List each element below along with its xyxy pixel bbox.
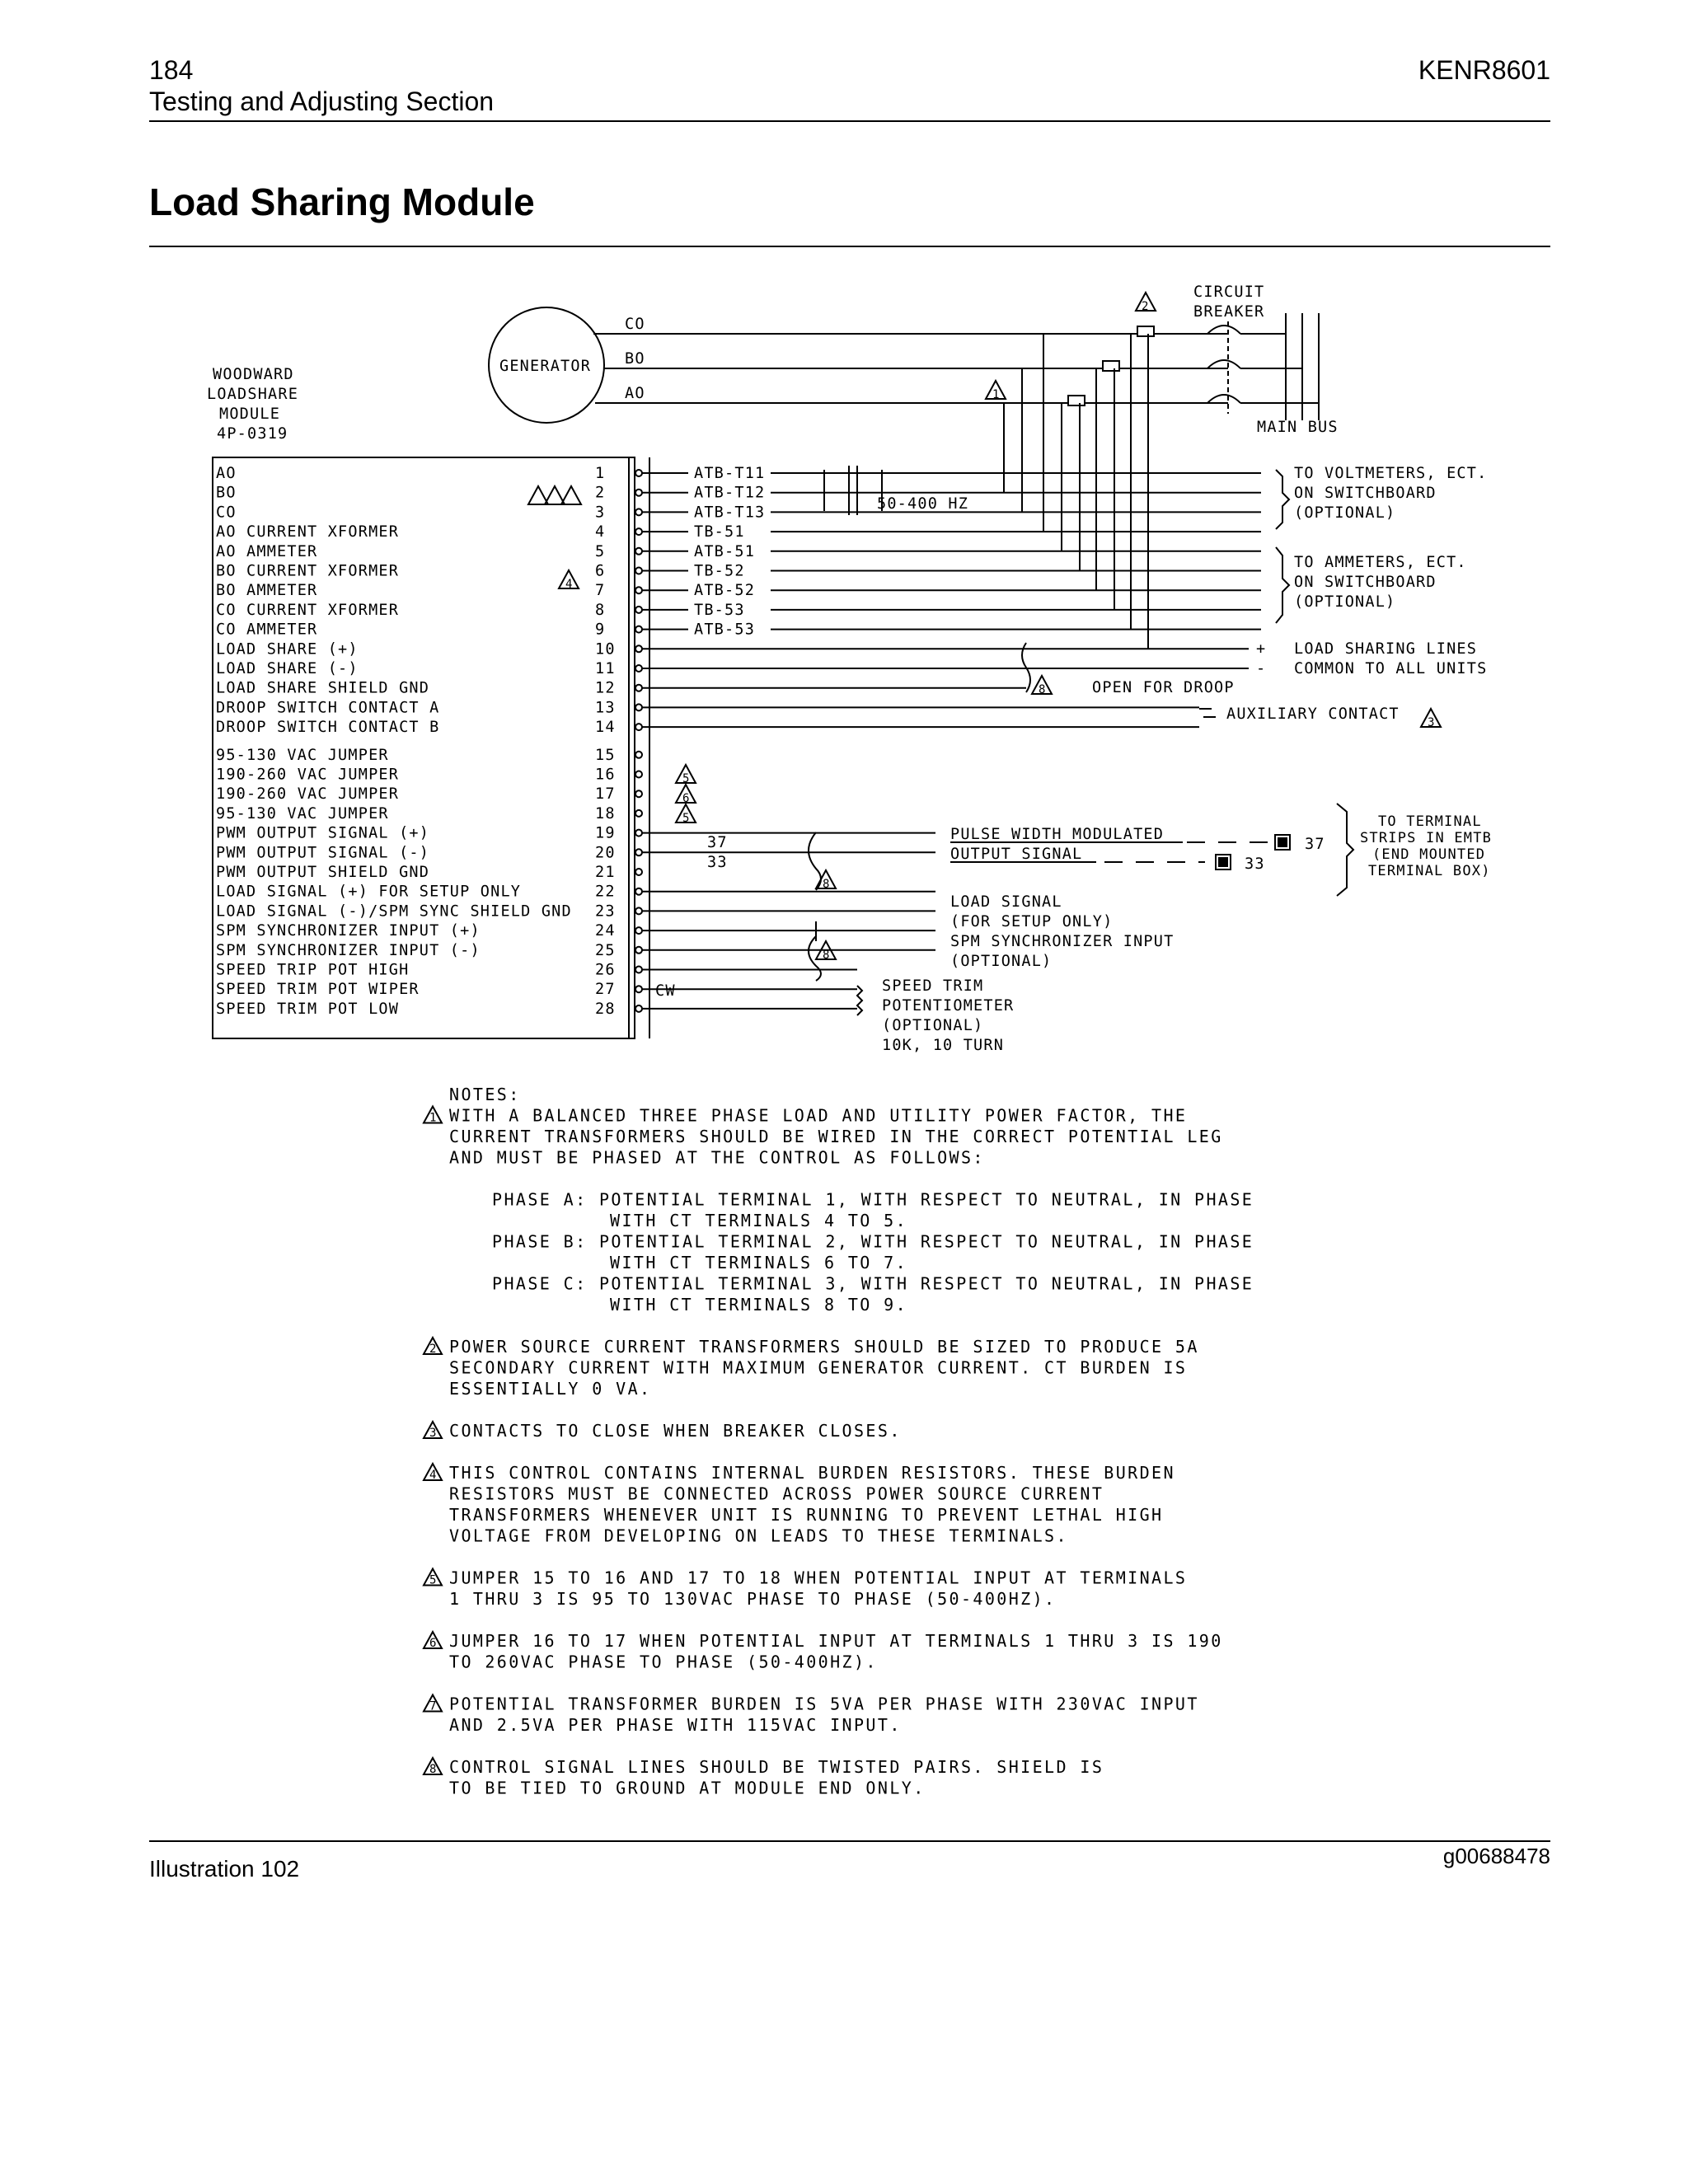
- terminal-screw: [635, 509, 642, 515]
- terminal-screw: [635, 888, 642, 895]
- spm-label-2: (OPTIONAL): [950, 953, 1053, 970]
- terminal-screw: [635, 967, 642, 973]
- module-label-1: WOODWARD: [213, 366, 294, 383]
- circuit-breaker-label: CIRCUIT: [1193, 284, 1265, 301]
- terminal-number: 12: [595, 679, 616, 697]
- terminal-screw: [635, 771, 642, 778]
- terminal-label: 190-260 VAC JUMPER: [216, 785, 400, 804]
- terminal-label: 95-130 VAC JUMPER: [216, 804, 389, 823]
- note-mark-6: 6: [682, 792, 690, 805]
- auxiliary-contact-label: AUXILIARY CONTACT: [1226, 705, 1400, 723]
- terminal-screw: [635, 869, 642, 875]
- terminal-label: SPEED TRIP POT HIGH: [216, 961, 410, 979]
- note-line: VOLTAGE FROM DEVELOPING ON LEADS TO THESE TERMINALS.: [449, 1526, 1068, 1546]
- wire-label: ATB-51: [694, 542, 756, 560]
- terminal-number: 5: [595, 542, 606, 560]
- terminal-number: 22: [595, 883, 616, 901]
- note-line: PHASE A: POTENTIAL TERMINAL 1, WITH RESPECT TO NEUTRAL, IN PHASE: [492, 1189, 1254, 1210]
- terminal-number: 10: [595, 640, 616, 658]
- terminal-label: CO AMMETER: [216, 621, 318, 639]
- document-id: KENR8601: [1418, 55, 1550, 85]
- load-signal-label-1: LOAD SIGNAL: [950, 893, 1062, 911]
- terminal-number: 17: [595, 785, 616, 804]
- terminal-label: LOAD SHARE SHIELD GND: [216, 679, 430, 697]
- note-number: 8: [429, 1763, 437, 1776]
- terminal-label: LOAD SHARE (-): [216, 660, 359, 677]
- terminal-number: 14: [595, 719, 616, 737]
- terminal-screw: [635, 587, 642, 593]
- terminal-label: PWM OUTPUT SHIELD GND: [216, 864, 430, 881]
- note-line: ESSENTIALLY 0 VA.: [449, 1379, 652, 1399]
- terminal-screw: [635, 1005, 642, 1012]
- page-number: 184: [149, 55, 194, 85]
- note-line: TO 260VAC PHASE TO PHASE (50-400HZ).: [449, 1652, 878, 1672]
- pwm-label-2: OUTPUT SIGNAL: [950, 846, 1083, 863]
- note-line: JUMPER 15 TO 16 AND 17 TO 18 WHEN POTENTIAL INPUT AT TERMINALS: [449, 1568, 1188, 1588]
- cw-label: CW: [655, 982, 676, 1000]
- terminal-number: 21: [595, 864, 616, 881]
- terminal-screw: [635, 752, 642, 758]
- speed-trim-label-3: (OPTIONAL): [882, 1017, 984, 1034]
- note-mark-1: 1: [992, 388, 1000, 401]
- terminal-screw: [635, 849, 642, 855]
- terminal-label: AO: [216, 465, 237, 482]
- terminal-label: LOAD SIGNAL (+) FOR SETUP ONLY: [216, 883, 522, 901]
- voltmeters-label-2: ON SWITCHBOARD: [1294, 485, 1437, 502]
- terminal-number: 19: [595, 824, 616, 842]
- note-line: WITH CT TERMINALS 4 TO 5.: [610, 1211, 908, 1230]
- terminal-label: AO CURRENT XFORMER: [216, 523, 400, 541]
- terminal-screw: [635, 830, 642, 837]
- terminal-screw: [635, 490, 642, 496]
- note-line: AND MUST BE PHASED AT THE CONTROL AS FOLLOWS:: [449, 1147, 985, 1168]
- spm-label-1: SPM SYNCHRONIZER INPUT: [950, 933, 1175, 950]
- wire-label: TB-52: [694, 562, 745, 580]
- emtb-label-4: TERMINAL BOX): [1368, 863, 1491, 879]
- terminal-screw: [635, 724, 642, 730]
- note-line: JUMPER 16 TO 17 WHEN POTENTIAL INPUT AT TERMINALS 1 THRU 3 IS 190: [449, 1631, 1223, 1651]
- terminal-label: SPEED TRIM POT LOW: [216, 1000, 400, 1018]
- terminal-label: CO: [216, 504, 237, 522]
- speed-trim-label-1: SPEED TRIM: [882, 977, 984, 995]
- voltmeters-label-1: TO VOLTMETERS, ECT.: [1294, 465, 1488, 482]
- emtb-37-label: 37: [1305, 836, 1325, 853]
- terminal-label: LOAD SHARE (+): [216, 640, 359, 658]
- note-mark-4: 4: [565, 578, 573, 591]
- note-mark-5a: 5: [682, 772, 690, 785]
- terminal-label: BO AMMETER: [216, 582, 318, 600]
- freq-label: 50-400 HZ: [877, 495, 969, 513]
- note-line: PHASE B: POTENTIAL TERMINAL 2, WITH RESPECT TO NEUTRAL, IN PHASE: [492, 1231, 1254, 1252]
- illustration-caption: Illustration 102: [149, 1856, 300, 1882]
- terminal-screw: [635, 907, 642, 914]
- terminal-number: 3: [595, 504, 606, 522]
- terminal-screw: [635, 665, 642, 672]
- note-mark-8c: 8: [823, 949, 830, 962]
- terminal-number: 26: [595, 961, 616, 979]
- terminal-label: BO: [216, 484, 237, 502]
- note-line: WITH CT TERMINALS 6 TO 7.: [610, 1253, 908, 1272]
- note-line: SECONDARY CURRENT WITH MAXIMUM GENERATOR CURRENT. CT BURDEN IS: [449, 1357, 1188, 1378]
- voltmeters-label-3: (OPTIONAL): [1294, 504, 1396, 522]
- minus-sign: -: [1256, 660, 1267, 677]
- terminal-screw: [635, 548, 642, 555]
- wire-label: ATB-T12: [694, 484, 766, 502]
- terminal-number: 1: [595, 465, 606, 482]
- wire-label: ATB-52: [694, 582, 756, 600]
- wire-label: TB-53: [694, 601, 745, 619]
- note-number: 3: [429, 1427, 437, 1440]
- note-mark-3: 3: [1428, 716, 1435, 729]
- speed-trim-label-4: 10K, 10 TURN: [882, 1037, 1005, 1054]
- note-number: 1: [429, 1111, 437, 1125]
- terminal-number: 25: [595, 941, 616, 959]
- notes-block: [424, 1085, 1254, 1798]
- terminal-number: 8: [595, 601, 606, 619]
- note-line: RESISTORS MUST BE CONNECTED ACROSS POWER SOURCE CURRENT: [449, 1483, 1104, 1504]
- note-number: 4: [429, 1469, 437, 1482]
- load-sharing-label-1: LOAD SHARING LINES: [1294, 640, 1478, 658]
- wire-label: ATB-53: [694, 621, 756, 639]
- terminal-screw: [635, 947, 642, 954]
- terminal-number: 24: [595, 922, 616, 940]
- terminal-number: 7: [595, 582, 606, 600]
- terminal-number: 6: [595, 562, 606, 580]
- note-line: THIS CONTROL CONTAINS INTERNAL BURDEN RESISTORS. THESE BURDEN: [449, 1463, 1175, 1483]
- pwm-wire-37: 37: [707, 834, 728, 851]
- open-for-droop-label: OPEN FOR DROOP: [1092, 679, 1235, 696]
- terminal-label: PWM OUTPUT SIGNAL (-): [216, 844, 430, 862]
- note-number: 7: [429, 1699, 437, 1713]
- graphic-id: g00688478: [1442, 1844, 1550, 1868]
- terminal-screw: [635, 685, 642, 691]
- terminal-label: 95-130 VAC JUMPER: [216, 746, 389, 764]
- terminal-number: 18: [595, 804, 616, 823]
- note-line: POWER SOURCE CURRENT TRANSFORMERS SHOULD BE SIZED TO PRODUCE 5A: [449, 1337, 1199, 1357]
- terminal-number: 11: [595, 660, 616, 677]
- terminal-screw: [635, 470, 642, 476]
- speed-trim-label-2: POTENTIOMETER: [882, 997, 1015, 1015]
- main-bus-label: MAIN BUS: [1257, 419, 1339, 436]
- terminal-label: 190-260 VAC JUMPER: [216, 766, 400, 784]
- page-title: Load Sharing Module: [149, 180, 535, 223]
- terminal-screw: [635, 626, 642, 633]
- load-signal-label-2: (FOR SETUP ONLY): [950, 913, 1114, 930]
- note-line: PHASE C: POTENTIAL TERMINAL 3, WITH RESPECT TO NEUTRAL, IN PHASE: [492, 1273, 1254, 1294]
- note-line: POTENTIAL TRANSFORMER BURDEN IS 5VA PER PHASE WITH 230VAC INPUT: [449, 1694, 1199, 1714]
- module-label-3: MODULE: [219, 405, 281, 423]
- note-line: 1 THRU 3 IS 95 TO 130VAC PHASE TO PHASE (50-400HZ).: [449, 1589, 1057, 1609]
- module-label-2: LOADSHARE: [207, 386, 299, 403]
- terminal-screw: [635, 607, 642, 613]
- terminal-number: 4: [595, 523, 606, 541]
- terminal-screw: [635, 568, 642, 574]
- terminal-label-group: [216, 465, 616, 1018]
- terminal-label: DROOP SWITCH CONTACT A: [216, 699, 440, 717]
- wire-label: TB-51: [694, 523, 745, 541]
- terminal-number: 9: [595, 621, 606, 639]
- terminal-number: 13: [595, 699, 616, 717]
- pwm-wire-33: 33: [707, 854, 728, 871]
- terminal-number: 28: [595, 1000, 616, 1018]
- note-number: 6: [429, 1637, 437, 1650]
- terminal-number: 23: [595, 902, 616, 921]
- terminal-label: AO AMMETER: [216, 542, 318, 560]
- section-title: Testing and Adjusting Section: [149, 87, 495, 116]
- terminal-label: LOAD SIGNAL (-)/SPM SYNC SHIELD GND: [216, 902, 572, 921]
- terminal-screw: [635, 810, 642, 817]
- wire-label: ATB-T13: [694, 504, 766, 522]
- terminal-screw: [635, 986, 642, 992]
- note-line: CURRENT TRANSFORMERS SHOULD BE WIRED IN THE CORRECT POTENTIAL LEG: [449, 1127, 1223, 1146]
- pwm-label-1: PULSE WIDTH MODULATED: [950, 826, 1165, 843]
- ammeters-label-2: ON SWITCHBOARD: [1294, 574, 1437, 591]
- terminal-number: 27: [595, 981, 616, 999]
- terminal-screw: [635, 927, 642, 934]
- note-number: 5: [429, 1573, 437, 1587]
- note-line: WITH CT TERMINALS 8 TO 9.: [610, 1295, 908, 1315]
- terminal-screw: [635, 528, 642, 535]
- circuit-breaker-label-2: BREAKER: [1193, 303, 1265, 321]
- note-line: AND 2.5VA PER PHASE WITH 115VAC INPUT.: [449, 1715, 902, 1735]
- terminal-label: SPM SYNCHRONIZER INPUT (-): [216, 941, 481, 959]
- wire-label: ATB-T11: [694, 465, 766, 482]
- terminal-label: SPM SYNCHRONIZER INPUT (+): [216, 922, 481, 940]
- terminal-screw: [635, 645, 642, 652]
- terminal-number: 2: [595, 484, 606, 502]
- note-line: WITH A BALANCED THREE PHASE LOAD AND UTILITY POWER FACTOR, THE: [449, 1105, 1188, 1126]
- terminal-screw: [635, 704, 642, 710]
- note-line: TRANSFORMERS WHENEVER UNIT IS RUNNING TO PREVENT LETHAL HIGH: [449, 1505, 1164, 1525]
- note-line: TO BE TIED TO GROUND AT MODULE END ONLY.: [449, 1778, 926, 1798]
- terminal-label: BO CURRENT XFORMER: [216, 562, 400, 580]
- terminal-number: 16: [595, 766, 616, 784]
- note-line: NOTES:: [449, 1085, 521, 1104]
- note-mark-2: 2: [1142, 300, 1149, 313]
- phase-ao-label: AO: [625, 385, 645, 402]
- terminal-screw: [635, 790, 642, 797]
- emtb-label-3: (END MOUNTED: [1372, 846, 1486, 863]
- footer-rule: [149, 1840, 1550, 1842]
- terminal-label: SPEED TRIM POT WIPER: [216, 981, 420, 999]
- terminal-label: PWM OUTPUT SIGNAL (+): [216, 824, 430, 842]
- terminal-number: 20: [595, 844, 616, 862]
- note-number: 2: [429, 1343, 437, 1356]
- note-mark-8b: 8: [823, 878, 830, 891]
- phase-bo-label: BO: [625, 350, 645, 368]
- phase-co-label: CO: [625, 316, 645, 333]
- module-label-4: 4P-0319: [217, 425, 288, 443]
- plus-sign: +: [1256, 640, 1267, 658]
- terminal-number: 15: [595, 746, 616, 764]
- note-mark-5b: 5: [682, 812, 690, 825]
- generator-label: GENERATOR: [499, 358, 592, 375]
- note-mark-8a: 8: [1039, 683, 1046, 696]
- note-line: CONTROL SIGNAL LINES SHOULD BE TWISTED PAIRS. SHIELD IS: [449, 1757, 1104, 1777]
- ammeters-label-1: TO AMMETERS, ECT.: [1294, 554, 1467, 571]
- emtb-33-label: 33: [1245, 855, 1265, 873]
- load-sharing-label-2: COMMON TO ALL UNITS: [1294, 660, 1488, 677]
- terminal-label: CO CURRENT XFORMER: [216, 601, 400, 619]
- wire-label-group: [694, 465, 765, 639]
- note-line: CONTACTS TO CLOSE WHEN BREAKER CLOSES.: [449, 1421, 902, 1441]
- emtb-label-2: STRIPS IN EMTB: [1360, 830, 1493, 846]
- ammeters-label-3: (OPTIONAL): [1294, 593, 1396, 611]
- terminal-label: DROOP SWITCH CONTACT B: [216, 719, 440, 737]
- emtb-label-1: TO TERMINAL: [1378, 813, 1482, 830]
